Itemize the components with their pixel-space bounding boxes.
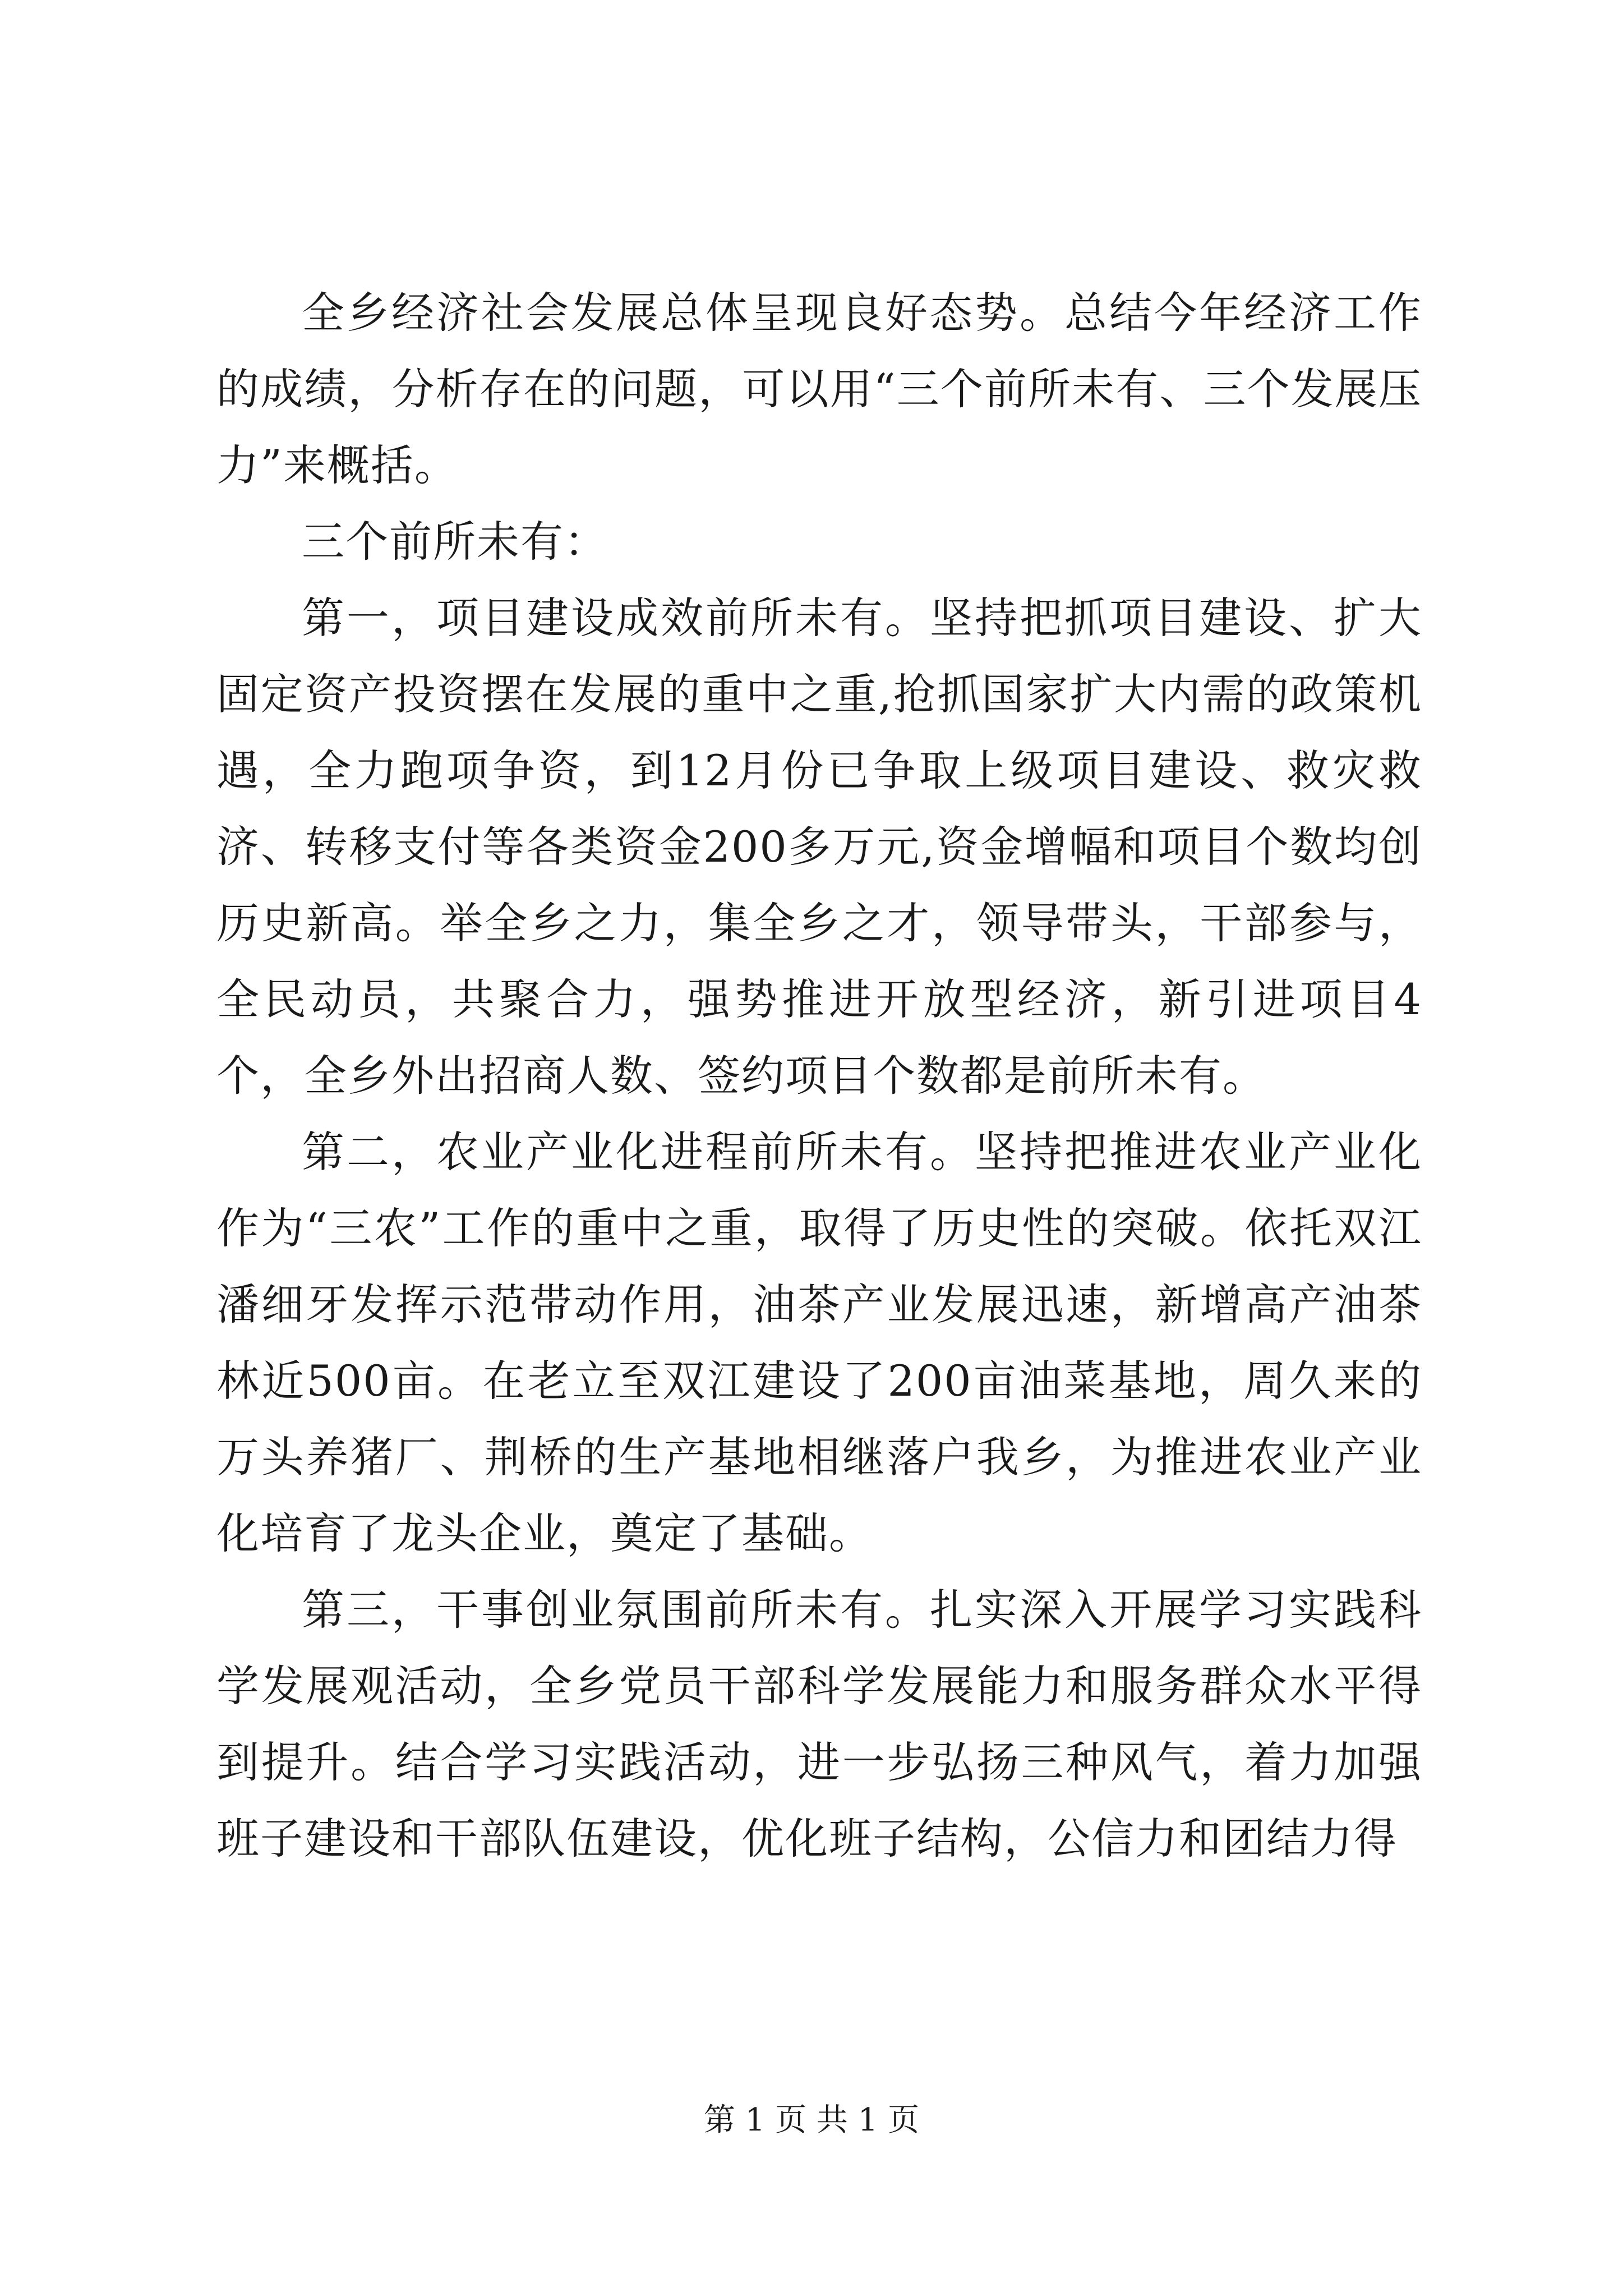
paragraph-intro: 全乡经济社会发展总体呈现良好态势。总结今年经济工作的成绩，分析存在的问题，可以用“三个前所未有、三个发展压力”来概括。 xyxy=(216,288,1422,490)
paragraph-heading: 三个前所未有： xyxy=(302,517,608,567)
paragraph-second: 第二，农业产业化进程前所未有。坚持把推进农业产业化作为“三农”工作的重中之重，取得了历史性的突破。依托双江潘细牙发挥示范带动作用，油茶产业发展迅速，新增高产油茶林近500亩。在老立至双江建设了200亩油菜基地，周久来的万头养猪厂、荆桥的生产基地相继落户我乡，为推进农业产业化培育了龙头企业，奠定了基础。 xyxy=(216,1127,1422,1558)
paragraph-first: 第一，项目建设成效前所未有。坚持把抓项目建设、扩大固定资产投资摆在发展的重中之重,抢抓国家扩大内需的政策机遇，全力跑项争资，到12月份已争取上级项目建设、救灾救济、转移支付等各类资金200多万元,资金增幅和项目个数均创历史新高。举全乡之力，集全乡之才，领导带头，干部参与，全民动员，共聚合力，强势推进开放型经济，新引进项目4个，全乡外出招商人数、签约项目个数都是前所未有。 xyxy=(216,593,1422,1101)
document-body xyxy=(216,275,1422,1877)
paragraph-third: 第三，干事创业氛围前所未有。扎实深入开展学习实践科学发展观活动，全乡党员干部科学发展能力和服务群众水平得到提升。结合学习实践活动，进一步弘扬三种风气，着力加强班子建设和干部队伍建设，优化班子结构，公信力和团结力得 xyxy=(216,1585,1422,1864)
page-footer: 第 1 页 共 1 页 xyxy=(703,2102,920,2138)
